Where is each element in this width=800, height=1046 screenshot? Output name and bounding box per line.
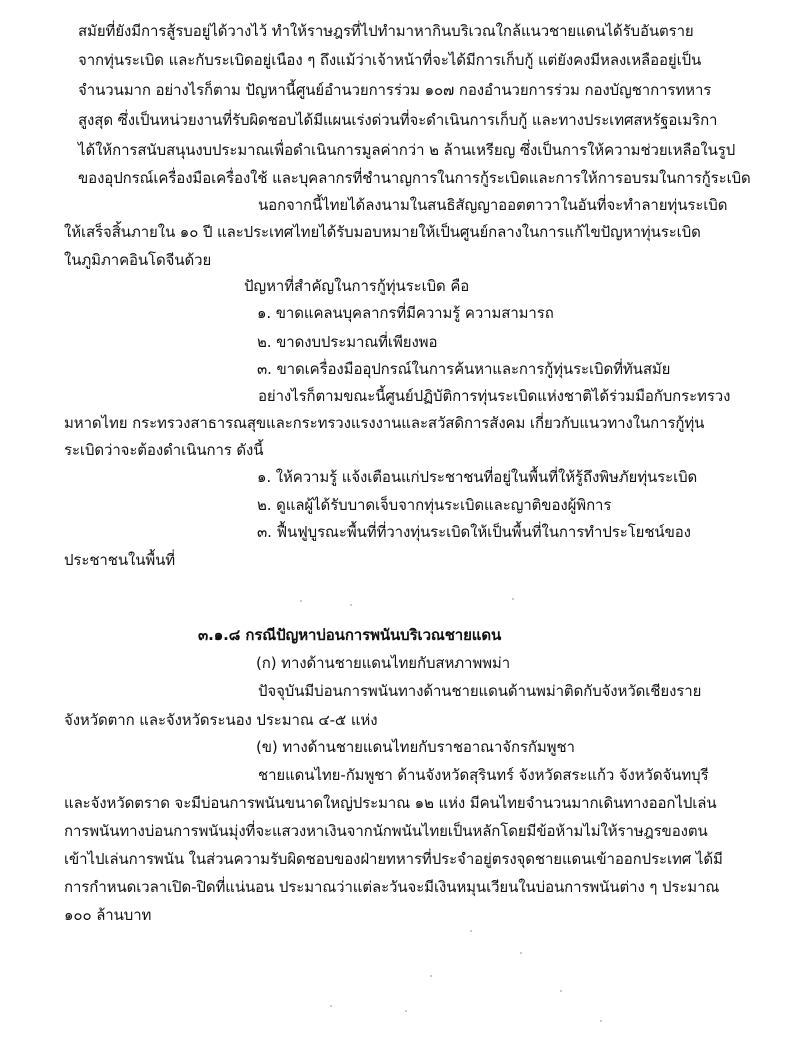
subsection-heading: (ข) ทางด้านชายแดนไทยกับราชอาณาจักรกัมพูชา	[256, 738, 575, 756]
paragraph-line: เข้าไปเล่นการพนัน ในส่วนความรับผิดชอบของฝ่ายทหารที่ประจำอยู่ตรงจุดชายแดนเข้าออกประเทศ ได้มี	[64, 850, 723, 868]
paragraph-line: จำนวนมาก อย่างไรก็ตาม ปัญหานี้ศูนย์อำนวยการร่วม ๑๐๗ กองอำนวยการร่วม กองบัญชาการทหาร	[78, 81, 712, 99]
paragraph-line: การกำหนดเวลาเปิด-ปิดที่แน่นอน ประมาณว่าแต่ละวันจะมีเงินหมุนเวียนในบ่อนการพนันต่าง ๆ ประมาณ	[64, 878, 720, 896]
paragraph-line: จังหวัดตาก และจังหวัดระนอง ประมาณ ๔-๕ แห่ง	[64, 711, 378, 729]
paragraph-line: นอกจากนี้ไทยได้ลงนามในสนธิสัญญาออตตาวาในอันที่จะทำลายทุ่นระเบิด	[258, 196, 728, 214]
list-item: ๓. ขาดเครื่องมืออุปกรณ์ในการค้นหาและการกู้ทุ่นระเบิดที่ทันสมัย	[257, 360, 671, 378]
list-item: ๓. ฟื้นฟูบูรณะพื้นที่ที่วางทุ่นระเบิดให้เป็นพื้นที่ในการทำประโยชน์ของ	[257, 523, 691, 541]
paragraph-line: ได้ให้การสนับสนุนงบประมาณเพื่อดำเนินการมูลค่ากว่า ๒ ล้านเหรียญ ซึ่งเป็นการให้ความช่วยเหลือในรูป	[78, 141, 736, 159]
paragraph-line: ปัจจุบันมีบ่อนการพนันทางด้านชายแดนด้านพม่าติดกับจังหวัดเชียงราย	[258, 682, 702, 700]
list-item: ๑. ให้ความรู้ แจ้งเตือนแก่ประชาชนที่อยู่ในพื้นที่ให้รู้ถึงพิษภัยทุ่นระเบิด	[257, 468, 698, 486]
paragraph-line: สูงสุด ซึ่งเป็นหน่วยงานที่รับผิดชอบได้มีแผนเร่งด่วนที่จะดำเนินการเก็บกู้ และทางประเทศสหรัฐอเมริกา	[78, 111, 718, 129]
paragraph-line: มหาดไทย กระทรวงสาธารณสุขและกระทรวงแรงงานและสวัสดิการสังคม เกี่ยวกับแนวทางในการกู้ทุ่น	[64, 414, 705, 432]
paragraph-line: อย่างไรก็ตามขณะนี้ศูนย์ปฏิบัติการทุ่นระเบิดแห่งชาติได้ร่วมมือกับกระทรวง	[258, 387, 731, 405]
paragraph-line: และจังหวัดตราด จะมีบ่อนการพนันขนาดใหญ่ประมาณ ๑๒ แห่ง มีคนไทยจำนวนมากเดินทางออกไปเล่น	[64, 794, 717, 812]
paragraph-line: การพนันทางบ่อนการพนันมุ่งที่จะแสวงหาเงินจากนักพนันไทยเป็นหลักโดยมีข้อห้ามไม่ให้ราษฎรของตน	[64, 822, 708, 840]
paragraph-line: ๑๐๐ ล้านบาท	[64, 906, 152, 924]
list-item: ๑. ขาดแคลนบุคลากรที่มีความรู้ ความสามารถ	[257, 304, 554, 322]
subsection-heading: (ก) ทางด้านชายแดนไทยกับสหภาพพม่า	[256, 654, 511, 672]
paragraph-line: ของอุปกรณ์เครื่องมือเครื่องใช้ และบุคลากรที่ชำนาญการในการกู้ระเบิดและการให้การอบรมในการกู้ระเบิด	[78, 169, 751, 187]
paragraph-line: ประชาชนในพื้นที่	[64, 551, 176, 569]
list-item: ๒. ดูแลผู้ได้รับบาดเจ็บจากทุ่นระเบิดและญาติของผู้พิการ	[257, 496, 612, 514]
paragraph-line: ให้เสร็จสิ้นภายใน ๑๐ ปี และประเทศไทยได้รับมอบหมายให้เป็นศูนย์กลางในการแก้ไขปัญหาทุ่นระเบิด	[64, 223, 701, 241]
paragraph-line: จากทุ่นระเบิด และกับระเบิดอยู่เนือง ๆ ถึงแม้ว่าเจ้าหน้าที่จะได้มีการเก็บกู้ แต่ยังคงมีหลงเหลืออยู่เป็น	[78, 51, 702, 69]
paragraph-line: ในภูมิภาคอินโดจีนด้วย	[64, 251, 212, 269]
list-intro: ปัญหาที่สำคัญในการกู้ทุ่นระเบิด คือ	[244, 277, 470, 295]
paragraph-line: ชายแดนไทย-กัมพูชา ด้านจังหวัดสุรินทร์ จังหวัดสระแก้ว จังหวัดจันทบุรี	[258, 766, 709, 784]
paragraph-line: สมัยที่ยังมีการสู้รบอยู่ได้วางไว้ ทำให้ราษฎรที่ไปทำมาหากินบริเวณใกล้แนวชายแดนได้รับอันตราย	[78, 22, 694, 40]
list-item: ๒. ขาดงบประมาณที่เพียงพอ	[257, 333, 438, 351]
section-heading: ๓.๑.๘ กรณีปัญหาบ่อนการพนันบริเวณชายแดน	[198, 626, 502, 644]
paragraph-line: ระเบิดว่าจะต้องดำเนินการ ดังนี้	[64, 441, 264, 459]
